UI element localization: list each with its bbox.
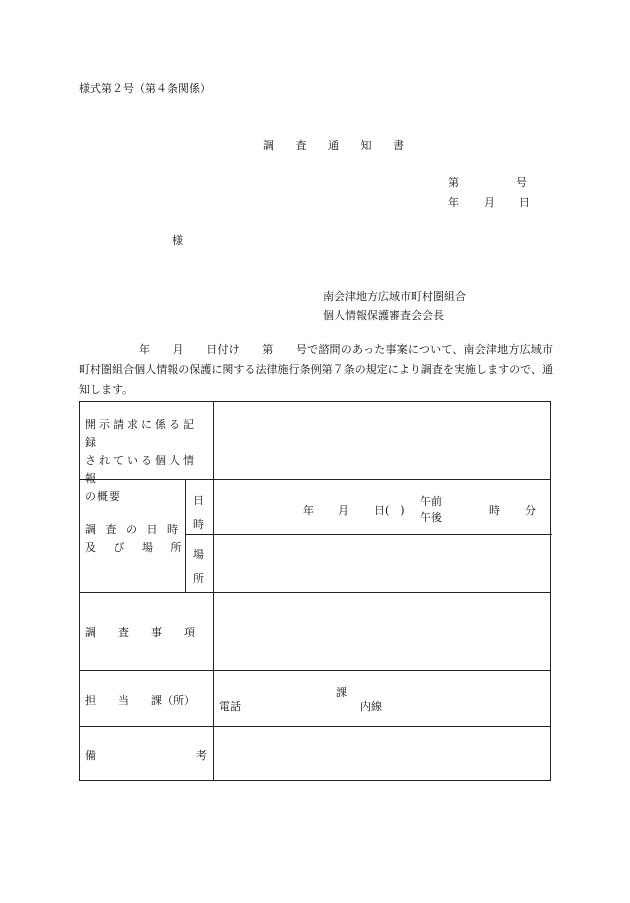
date-year: 年	[448, 196, 459, 209]
charge-label: 担 当 課（所）	[85, 694, 195, 707]
dt-hour: 時	[489, 504, 500, 517]
dt-month: 月	[338, 504, 349, 517]
datetime-label-line1: 調 査 の 日 時	[85, 523, 181, 536]
date-month: 月	[484, 196, 495, 209]
form-number: 様式第２号（第４条関係）	[79, 82, 211, 95]
remarks-label-b: 考	[196, 749, 207, 762]
document-date-line	[448, 194, 530, 210]
place-sub-label: 場 所	[193, 548, 204, 585]
document-title: 調 査 通 知 書	[263, 139, 413, 152]
dt-am: 午前	[420, 495, 442, 508]
dt-minute: 分	[525, 504, 536, 517]
issuer-title: 個人情報保護審査会会長	[323, 309, 444, 322]
charge-ext: 内線	[360, 700, 382, 713]
summary-value[interactable]	[218, 408, 548, 474]
body-paragraph: 年 月 日付け 第 号で諮問のあった事案について、南会津地方広域市町村圏組合個人情報の保護に関する法律施行条例第７条の規定により調査を実施しますので、通知します。	[79, 343, 553, 396]
remarks-label-a: 備	[85, 749, 96, 762]
items-label: 調 査 事 項	[85, 626, 195, 639]
dt-year: 年	[303, 504, 314, 517]
number-prefix: 第	[448, 176, 459, 189]
charge-ka: 課	[336, 686, 347, 699]
datetime-label-line2: 及 び 場 所	[85, 541, 189, 554]
document-number-line	[448, 174, 527, 190]
dt-day: 日( )	[374, 504, 405, 517]
number-suffix: 号	[516, 176, 527, 189]
summary-label: 開示請求に係る記録 されている個人情報 の概要	[85, 418, 197, 503]
date-day: 日	[519, 196, 530, 209]
recipient-honorific: 様	[172, 234, 183, 247]
dt-pm: 午後	[420, 511, 442, 524]
date-sub-label: 日 時	[193, 494, 204, 531]
notice-table	[79, 401, 551, 781]
issuer-organization: 南会津地方広域市町村圏組合	[323, 290, 466, 303]
charge-phone: 電話	[219, 700, 241, 713]
